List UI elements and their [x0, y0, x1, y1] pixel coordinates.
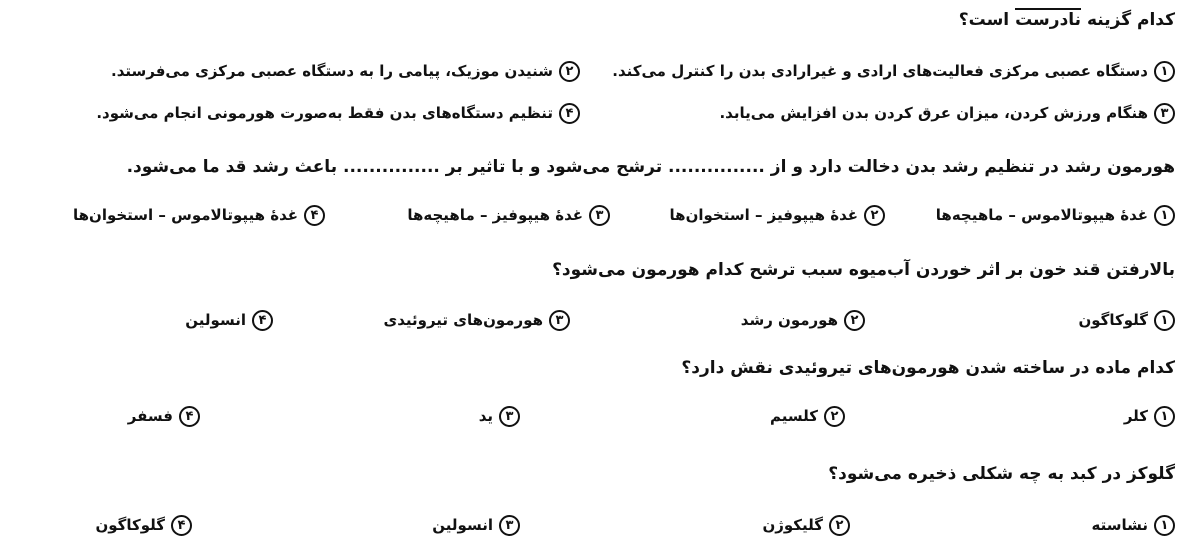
option-text: غدۀ هیپوتالاموس – ماهیچه‌ها [935, 206, 1148, 224]
option-number-icon: ۴ [179, 406, 200, 427]
option-text: ید [478, 407, 493, 425]
question-4-stem: کدام ماده در ساخته شدن هورمون‌های تیروئیدی نقش دارد؟ [681, 358, 1175, 378]
option-number-icon: ۴ [171, 515, 192, 536]
option-text: دستگاه عصبی مرکزی فعالیت‌های ارادی و غیرارادی بدن را کنترل می‌کند. [612, 62, 1148, 80]
option-number-icon: ۳ [589, 205, 610, 226]
option-text: کلر [1123, 407, 1148, 425]
question-3-option-1[interactable] [1078, 307, 1175, 333]
option-number-icon: ۱ [1154, 61, 1175, 82]
question-2-option-2[interactable] [670, 202, 885, 228]
question-2-option-1[interactable] [936, 202, 1175, 228]
question-4-option-3[interactable] [479, 403, 520, 429]
question-2-stem: هورمون رشد در تنظیم رشد بدن دخالت دارد و از ............... ترشح می‌شود و با تاثیر بر ............... باعث رشد قد ما می‌شود. [126, 157, 1175, 177]
question-2-options [0, 202, 1185, 230]
option-number-icon: ۳ [499, 515, 520, 536]
question-5-option-3[interactable] [432, 512, 520, 538]
option-text: تنظیم دستگاه‌های بدن فقط به‌صورت هورمونی انجام می‌شود. [96, 104, 553, 122]
option-number-icon: ۲ [829, 515, 850, 536]
option-number-icon: ۲ [844, 310, 865, 331]
option-text: گلیکوژن [762, 516, 823, 534]
question-5-options [0, 512, 1185, 540]
option-number-icon: ۲ [559, 61, 580, 82]
option-text: غدۀ هیپوتالاموس – استخوان‌ها [72, 206, 298, 224]
option-number-icon: ۴ [304, 205, 325, 226]
option-number-icon: ۳ [549, 310, 570, 331]
option-text: هورمون‌های تیروئیدی [383, 311, 543, 329]
question-1-option-1[interactable] [612, 58, 1175, 84]
option-text: فسفر [127, 407, 173, 425]
option-text: انسولین [185, 311, 246, 329]
question-4-option-4[interactable] [128, 403, 200, 429]
option-number-icon: ۱ [1154, 310, 1175, 331]
option-number-icon: ۱ [1154, 205, 1175, 226]
question-5-option-4[interactable] [95, 512, 192, 538]
question-1-option-4[interactable] [96, 100, 580, 126]
question-1-option-row-2 [0, 100, 1185, 128]
question-3-option-3[interactable] [383, 307, 570, 333]
option-number-icon: ۴ [252, 310, 273, 331]
option-number-icon: ۳ [1154, 103, 1175, 124]
question-5-option-2[interactable] [762, 512, 850, 538]
question-2-option-3[interactable] [407, 202, 610, 228]
option-number-icon: ۲ [824, 406, 845, 427]
question-5-stem: گلوکز در کبد به چه شکلی ذخیره می‌شود؟ [828, 464, 1175, 484]
question-3-options [0, 307, 1185, 335]
option-text: گلوکاگون [1078, 311, 1148, 329]
question-1-stem-start: کدام گزینه [1081, 10, 1175, 30]
question-4-option-2[interactable] [770, 403, 845, 429]
question-1-option-3[interactable] [719, 100, 1175, 126]
option-number-icon: ۴ [559, 103, 580, 124]
option-text: غدۀ هیپوفیز – استخوان‌ها [669, 206, 858, 224]
question-1-stem-end: است؟ [958, 10, 1016, 30]
option-number-icon: ۱ [1154, 406, 1175, 427]
question-3-option-4[interactable] [185, 307, 273, 333]
question-4-options [0, 403, 1185, 431]
option-number-icon: ۲ [864, 205, 885, 226]
question-5-option-1[interactable] [1092, 512, 1176, 538]
option-text: غدۀ هیپوفیز – ماهیچه‌ها [407, 206, 583, 224]
option-text: نشاسته [1091, 516, 1148, 534]
question-1-option-2[interactable] [111, 58, 580, 84]
option-text: کلسیم [770, 407, 818, 425]
question-3-stem: بالارفتن قند خون بر اثر خوردن آب‌میوه سبب ترشح کدام هورمون می‌شود؟ [552, 260, 1175, 280]
question-4-option-1[interactable] [1124, 403, 1175, 429]
option-text: هورمون رشد [740, 311, 838, 329]
option-text: انسولین [432, 516, 493, 534]
option-number-icon: ۳ [499, 406, 520, 427]
question-1-option-row-1 [0, 58, 1185, 86]
option-text: هنگام ورزش کردن، میزان عرق کردن بدن افزایش می‌یابد. [719, 104, 1148, 122]
option-text: شنیدن موزیک، پیامی را به دستگاه عصبی مرکزی می‌فرستد. [111, 62, 553, 80]
question-2-option-4[interactable] [73, 202, 325, 228]
option-number-icon: ۱ [1154, 515, 1175, 536]
option-text: گلوکاگون [95, 516, 165, 534]
question-1-underlined-word: نادرست [1015, 10, 1082, 30]
question-3-option-2[interactable] [741, 307, 865, 333]
question-1-stem [10, 8, 1175, 32]
